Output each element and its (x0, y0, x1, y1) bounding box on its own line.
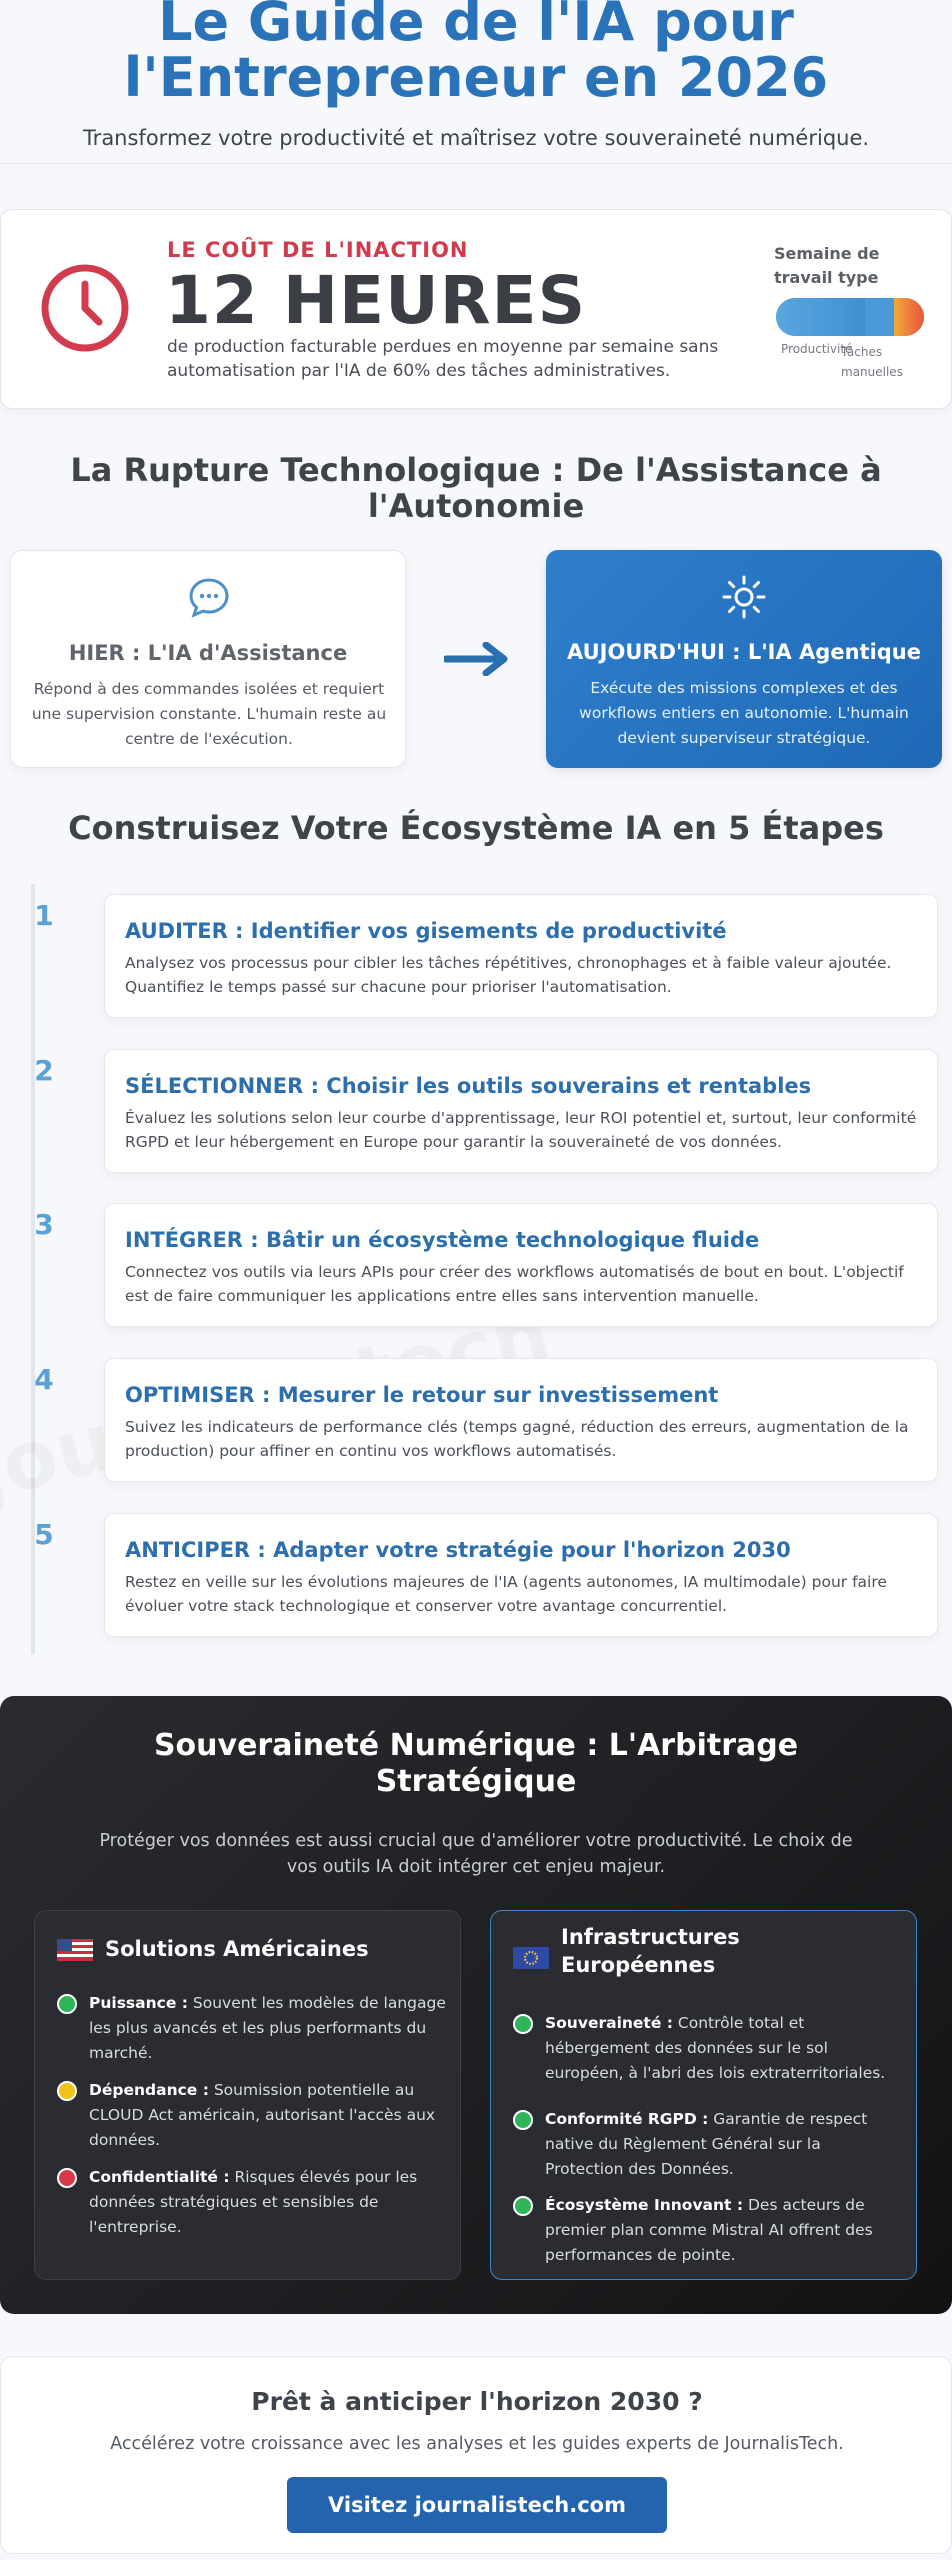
step-title: AUDITER : Identifier vos gisements de productivité (125, 919, 727, 943)
step-title: ANTICIPER : Adapter votre stratégie pour l'horizon 2030 (125, 1538, 791, 1562)
us-flag-icon (57, 1939, 93, 1961)
step-card-3 (104, 1203, 938, 1327)
status-dot (57, 2081, 77, 2101)
panel-eu-title: Infrastructures Européennes (561, 1925, 740, 1977)
panel-us-title: Solutions Américaines (105, 1937, 369, 1961)
step-card-2 (104, 1049, 938, 1173)
clock-icon (39, 262, 131, 354)
panel-eu-infrastructures (490, 1910, 917, 2280)
cta-card (0, 2356, 952, 2554)
page-title (0, 0, 952, 109)
sovereignty-subtitle: Protéger vos données est aussi crucial que d'améliorer votre productivité. Le choix de vos outils IA doit intégrer cet enjeu majeur. (99, 1831, 853, 1877)
step-number-5: 5 (34, 1518, 54, 1551)
sovereignty-title: Souveraineté Numérique : L'Arbitrage Stratégique (153, 1728, 799, 1799)
step-text: Connectez vos outils via leurs APIs pour créer des workflows automatisés de bout en bout. L'objectif est de faire communiquer les applications entre elles sans intervention manuelle. (125, 1263, 904, 1305)
week-bar (776, 298, 924, 336)
cost-hours: 12 HEURES (165, 262, 587, 339)
cta-title: Prêt à anticiper l'horizon 2030 ? (251, 2387, 703, 2416)
status-dot (513, 2110, 533, 2130)
step-text: Évaluez les solutions selon leur courbe d'apprentissage, leur ROI potentiel et, surtout, leur conformité RGPD et leur hébergement en Europe pour garantir la souveraineté de vos données. (125, 1109, 917, 1151)
rupture-title: La Rupture Technologique : De l'Assistance à l'Autonomie (70, 451, 882, 525)
card-aujourdhui-text: Exécute des missions complexes et des workflows entiers en autonomie. L'humain devient superviseur stratégique. (579, 679, 909, 747)
step-text: Analysez vos processus pour cibler les tâches répétitives, chronophages et à faible valeur ajoutée. Quantifiez le temps passé sur chacune pour prioriser l'automatisation. (125, 954, 892, 996)
us-point-1: Puissance : Souvent les modèles de langage les plus avancés et les plus performants du marché. (57, 1991, 447, 2066)
us-point-3: Confidentialité : Risques élevés pour les données stratégiques et sensibles de l'entreprise. (57, 2165, 447, 2240)
arrow-right-icon (444, 642, 510, 676)
legend-manual-tasks: Tâches manuelles (841, 345, 903, 379)
step-number-3: 3 (34, 1208, 54, 1241)
cost-description: de production facturable perdues en moyenne par semaine sans automatisation par l'IA de 60% des tâches administratives. (167, 337, 719, 381)
status-dot (513, 2196, 533, 2216)
card-hier (10, 550, 406, 768)
us-point-2: Dépendance : Soumission potentielle au CLOUD Act américain, autorisant l'accès aux données. (57, 2078, 447, 2153)
eu-flag-icon (513, 1947, 549, 1969)
cost-of-inaction-card (0, 209, 952, 409)
cost-kicker: LE COÛT DE L'INACTION (167, 238, 469, 262)
productivity-segment (776, 298, 865, 336)
card-hier-text: Répond à des commandes isolées et requiert une supervision constante. L'humain reste au centre de l'exécution. (31, 680, 387, 748)
step-text: Restez en veille sur les évolutions majeures de l'IA (agents autonomes, IA multimodale) pour faire évoluer votre stack technologique et conserver votre avantage concurrentiel. (125, 1573, 887, 1615)
panel-us-solutions (34, 1910, 461, 2280)
manual-tasks-segment (894, 298, 924, 336)
sun-gear-icon (721, 574, 767, 620)
status-dot (57, 1994, 77, 2014)
eu-point-2: Conformité RGPD : Garantie de respect native du Règlement Général sur la Protection des Données. (513, 2107, 903, 2182)
step-text: Suivez les indicateurs de performance clés (temps gagné, réduction des erreurs, augmentation de la production) pour affiner en continu vos workflows automatisés. (125, 1418, 909, 1460)
eu-point-3: Écosystème Innovant : Des acteurs de premier plan comme Mistral AI offrent des performances de pointe. (513, 2193, 903, 2268)
step-title: OPTIMISER : Mesurer le retour sur investissement (125, 1383, 719, 1407)
step-card-1 (104, 894, 938, 1018)
legend-productivity: Productivité (781, 342, 853, 356)
chat-bubble-icon (186, 575, 232, 621)
cta-text: Accélérez votre croissance avec les analyses et les guides experts de JournalisTech. (110, 2434, 844, 2454)
steps-title: Construisez Votre Écosystème IA en 5 Étapes (68, 809, 884, 847)
step-title: SÉLECTIONNER : Choisir les outils souverains et rentables (125, 1074, 812, 1098)
step-number-4: 4 (34, 1363, 54, 1396)
card-hier-title: HIER : L'IA d'Assistance (68, 641, 348, 665)
hero-header (0, 0, 952, 164)
step-number-1: 1 (34, 899, 54, 932)
status-dot (513, 2014, 533, 2034)
step-title: INTÉGRER : Bâtir un écosystème technologique fluide (125, 1228, 760, 1252)
visit-site-button[interactable]: Visitez journalistech.com (287, 2477, 667, 2533)
status-dot (57, 2168, 77, 2188)
page-subtitle: Transformez votre productivité et maîtrisez votre souveraineté numérique. (82, 126, 870, 150)
title-line-2: l'Entrepreneur en 2026 (123, 46, 829, 109)
week-label: Semaine de travail type (774, 244, 880, 287)
eu-point-1: Souveraineté : Contrôle total et hébergement des données sur le sol européen, à l'abri des lois extraterritoriales. (513, 2011, 903, 2086)
card-aujourdhui-title: AUJOURD'HUI : L'IA Agentique (567, 640, 921, 664)
title-line-1: Le Guide de l'IA pour (158, 0, 794, 53)
step-card-4 (104, 1358, 938, 1482)
card-aujourdhui (546, 550, 942, 768)
step-card-5 (104, 1513, 938, 1637)
step-number-2: 2 (34, 1054, 54, 1087)
sovereignty-section (0, 1696, 952, 2314)
